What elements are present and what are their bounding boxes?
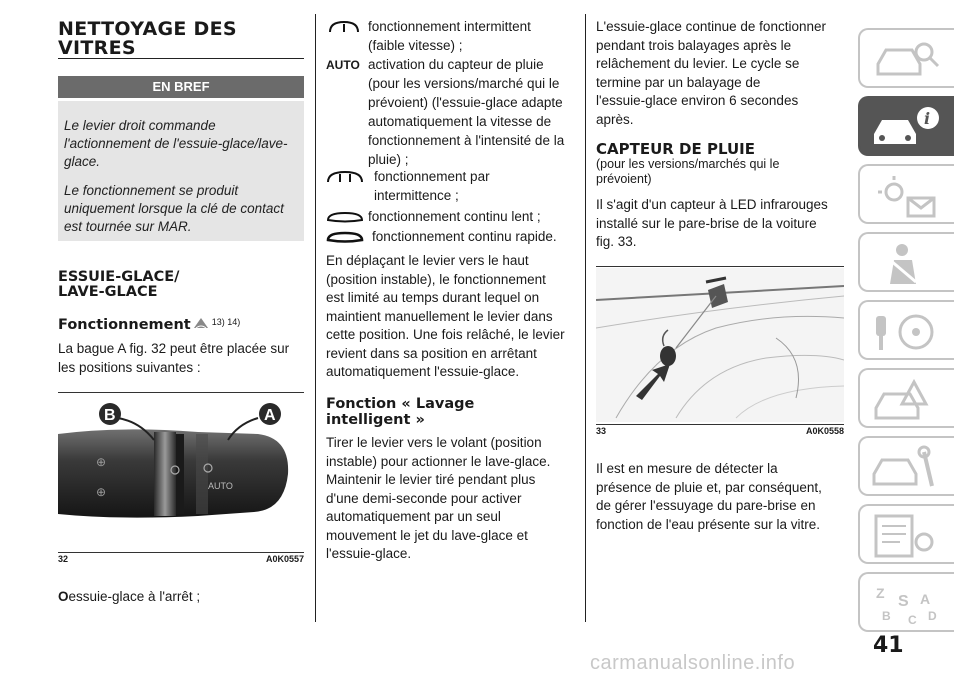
- position-continuous-slow: fonctionnement continu lent ;: [326, 208, 574, 228]
- references: 13) 14): [211, 317, 241, 327]
- light-warning-icon: [868, 172, 940, 220]
- cycle-paragraph: L'essuie-glace continue de fonctionner pendant trois balayages après le relâchement du levier. Le cycle se termine par un balayage de l'essuie-glace environ 6 secondes après.: [596, 19, 826, 127]
- callout-b: B: [104, 407, 116, 424]
- figure-32: [58, 392, 304, 570]
- figure-number: 33: [596, 426, 607, 436]
- brief-box: [58, 101, 304, 241]
- continuous-fast-icon: [326, 228, 364, 246]
- lavage-heading: Fonction « Lavage intelligent »: [326, 396, 475, 428]
- figure-number: 32: [58, 554, 69, 564]
- auto-label: AUTO: [208, 481, 233, 491]
- figure-33: [596, 266, 844, 442]
- fonctionnement-heading: Fonctionnement $^{13) 14)}$: [58, 317, 241, 333]
- column-divider-2: [585, 14, 586, 622]
- key-wheel-icon: [868, 308, 940, 356]
- page-number: 41: [873, 633, 904, 658]
- svg-text:i: i: [924, 109, 931, 128]
- essuie-heading: ESSUIE-GLACE/ LAVE-GLACE: [58, 269, 180, 300]
- svg-text:C: C: [908, 613, 917, 627]
- essuie-intro: La bague A fig. 32 peut être placée sur les positions suivantes :: [58, 341, 290, 375]
- svg-text:Z: Z: [876, 585, 885, 601]
- intermittent-icon: [326, 18, 364, 36]
- brief-paragraph-2: Le fonctionnement se produit uniquement lorsque la clé de contact est tournée sur MAR.: [64, 183, 284, 234]
- svg-text:⊕: ⊕: [96, 485, 107, 499]
- callout-a: A: [264, 407, 276, 424]
- rain-sensor-illustration: [596, 268, 844, 422]
- detection-paragraph: Il est en mesure de détecter la présence de pluie et, par conséquent, de gérer l'essuyage du pare-brise en fonction de l'eau présente sur la vitre.: [596, 461, 822, 532]
- lavage-paragraph: Tirer le levier vers le volant (position instable) pour actionner le lave-glace. Maintenir le levier tiré pendant plus d'une demi-seconde pour activer automatiquement par un seul mouvement le jet du lave-glace et l'essuie-glace.: [326, 435, 551, 561]
- position-intermittence: fonctionnement par intermittence ;: [326, 168, 574, 208]
- svg-text:D: D: [928, 609, 937, 623]
- svg-text:B: B: [882, 609, 891, 623]
- car-wrench-icon: [868, 444, 940, 492]
- tab-lights[interactable]: [858, 164, 954, 224]
- brief-heading: EN BREF: [58, 76, 304, 98]
- auto-symbol: AUTO: [326, 58, 360, 72]
- alphabet-index-icon: [868, 580, 940, 628]
- section-title: NETTOYAGE DES VITRES: [58, 18, 237, 59]
- capteur-note: (pour les versions/marchés qui le prévoient): [596, 157, 780, 186]
- seatbelt-icon: [868, 240, 940, 288]
- figure-code: A0K0557: [265, 554, 304, 564]
- title-rule: [58, 58, 304, 59]
- car-info-icon: [868, 104, 940, 152]
- emergency-car-icon: [868, 376, 940, 424]
- svg-text:S: S: [898, 593, 909, 610]
- position-intermittent: fonctionnement intermittent (faible vitesse) ;: [326, 18, 574, 58]
- tab-dashboard[interactable]: [858, 28, 954, 88]
- tab-starting-driving[interactable]: [858, 300, 954, 360]
- tab-technical-data[interactable]: [858, 504, 954, 564]
- position-continuous-fast: fonctionnement continu rapide.: [326, 228, 574, 248]
- car-search-icon: [868, 36, 940, 84]
- tab-emergency[interactable]: [858, 368, 954, 428]
- capteur-heading: CAPTEUR DE PLUIE: [596, 140, 755, 158]
- position-o: Oessuie-glace à l'arrêt ;: [58, 589, 201, 604]
- warning-book-icon: [193, 316, 209, 330]
- position-auto: AUTO activation du capteur de pluie (pour les versions/marché qui le prévoient) (l'essuie-glace adapte automatiquement la vitesse de fonctionnement à l'intensité de la pluie) ;: [326, 57, 565, 167]
- tab-maintenance[interactable]: [858, 436, 954, 496]
- levier-paragraph: En déplaçant le levier vers le haut (position instable), le fonctionnement est limité au temps durant lequel on maintient manuellement le levier dans cette position. Une fois relâché, le levier revient dans sa position en arrêtant automatiquement l'essuie-glace.: [326, 253, 565, 379]
- tab-safety[interactable]: [858, 232, 954, 292]
- continuous-slow-icon: [326, 208, 364, 226]
- watermark: carmanualsonline.info: [590, 652, 796, 674]
- column-divider-1: [315, 14, 316, 622]
- svg-text:A: A: [920, 591, 931, 607]
- capteur-paragraph: Il s'agit d'un capteur à LED infrarouges installé sur le pare-brise de la voiture fig. 33.: [596, 197, 828, 249]
- svg-text:⊕: ⊕: [96, 455, 107, 469]
- wiper-lever-illustration: [58, 394, 304, 544]
- tab-knowing-car[interactable]: [858, 96, 954, 156]
- intermittence-icon: [326, 168, 364, 186]
- brief-paragraph-1: Le levier droit commande l'actionnement de l'essuie-glace/lave-glace.: [64, 118, 288, 169]
- tab-index[interactable]: [858, 572, 954, 632]
- figure-code: A0K0558: [805, 426, 844, 436]
- document-gear-icon: [868, 512, 940, 560]
